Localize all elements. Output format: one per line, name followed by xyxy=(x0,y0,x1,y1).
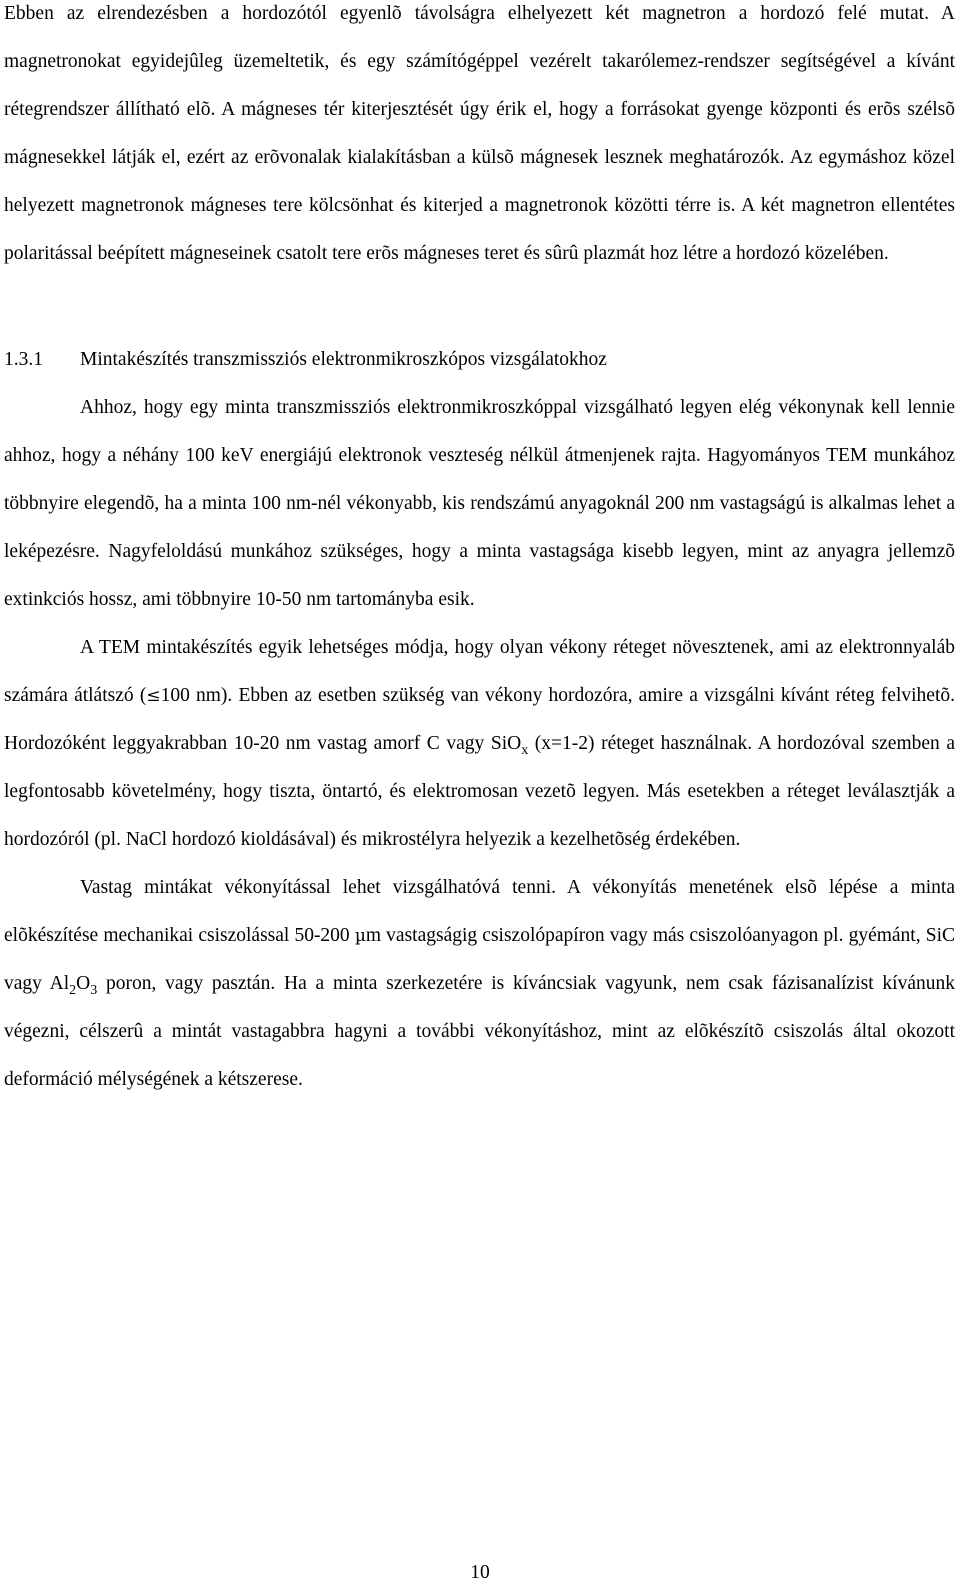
text-run: m vastagságig csiszolópapíron vagy más csiszolóanyagon pl. gyémánt, SiC vagy Al xyxy=(4,925,955,994)
text-run: Vastag mintákat vékonyítással lehet vizsgálhatóvá tenni. A vékonyítás menetének elsõ lépése a minta elõkészítése mechanikai csiszolással 50-200 xyxy=(4,877,955,946)
paragraph-thinning xyxy=(4,864,955,1104)
paragraph-tem-preparation xyxy=(4,624,955,864)
page-number: 10 xyxy=(470,1562,490,1583)
leq-symbol: ≤ xyxy=(146,686,161,706)
subscript-x: x xyxy=(521,743,529,758)
text-run: O xyxy=(76,973,91,994)
section-title: Mintakészítés transzmissziós elektronmikroszkópos vizsgálatokhoz xyxy=(80,349,607,370)
paragraph-tem-thickness: Ahhoz, hogy egy minta transzmissziós elektronmikroszkóppal vizsgálható legyen elég vékonynak kell lennie ahhoz, hogy a néhány 100 keV energiájú elektronok veszteség nélkül átmenjenek rajta. Hagyományos TEM munkához többnyire elegendõ, ha a minta 100 nm-nél vékonyabb, kis rendszámú anyagoknál 200 nm vastagságú is alkalmas lehet a leképezésre. Nagyfeloldású munkához szükséges, hogy a minta vastagsága kisebb legyen, mint az anyagra jellemzõ extinkciós hossz, ami többnyire 10-50 nm tartományba esik. xyxy=(4,397,955,610)
section-heading xyxy=(4,336,955,384)
subscript-2: 2 xyxy=(69,983,77,998)
document-page xyxy=(4,0,955,1104)
text-run: 100 nm). Ebben az esetben szükség van vékony hordozóra, amire a vizsgálni kívánt réteg felvihetõ. Hordozóként leggyakrabban 10-20 nm vastag amorf C vagy SiO xyxy=(4,685,955,754)
paragraph-magnetron: Ebben az elrendezésben a hordozótól egyenlõ távolságra elhelyezett két magnetron a hordozó felé mutat. A magnetronokat egyidejûleg üzemeltetik, és egy számítógéppel vezérelt takarólemez-rendszer segítségével a kívánt rétegrendszer állítható elõ. A mágneses tér kiterjesztését úgy érik el, hogy a forrásokat gyenge központi és erõs szélsõ mágnesekkel látják el, ezért az erõvonalak kialakításban a külsõ mágnesek lesznek meghatározók. Az egymáshoz közel helyezett magnetronok mágneses tere kölcsönhat és kiterjed a magnetronok közötti térre is. A két magnetron ellentétes polaritással beépített mágneseinek csatolt tere erõs mágneses teret és sûrû plazmát hoz létre a hordozó közelében. xyxy=(4,3,955,264)
text-run: poron, vagy pasztán. Ha a minta szerkezetére is kíváncsiak vagyunk, nem csak fázisanalízist kívánunk végezni, célszerû a mintát vastagabbra hagyni a további vékonyításhoz, mint az elõkészítõ csiszolás által okozott deformáció mélységének a kétszerese. xyxy=(4,973,955,1090)
mu-symbol: µ xyxy=(354,926,366,946)
section-number: 1.3.1 xyxy=(4,349,43,370)
text-run: A TEM mintakészítés egyik lehetséges módja, hogy olyan vékony réteget növesztenek, ami az elektronnyaláb számára átlátszó ( xyxy=(4,637,955,706)
subscript-3: 3 xyxy=(90,983,98,998)
text-run: (x=1-2) réteget használnak. A hordozóval szemben a legfontosabb követelmény, hogy tiszta, öntartó, és elektromosan vezetõ legyen. Más esetekben a réteget leválasztják a hordozóról (pl. NaCl hordozó kioldásával) és mikrostélyra helyezik a kezelhetõség érdekében. xyxy=(4,733,955,850)
